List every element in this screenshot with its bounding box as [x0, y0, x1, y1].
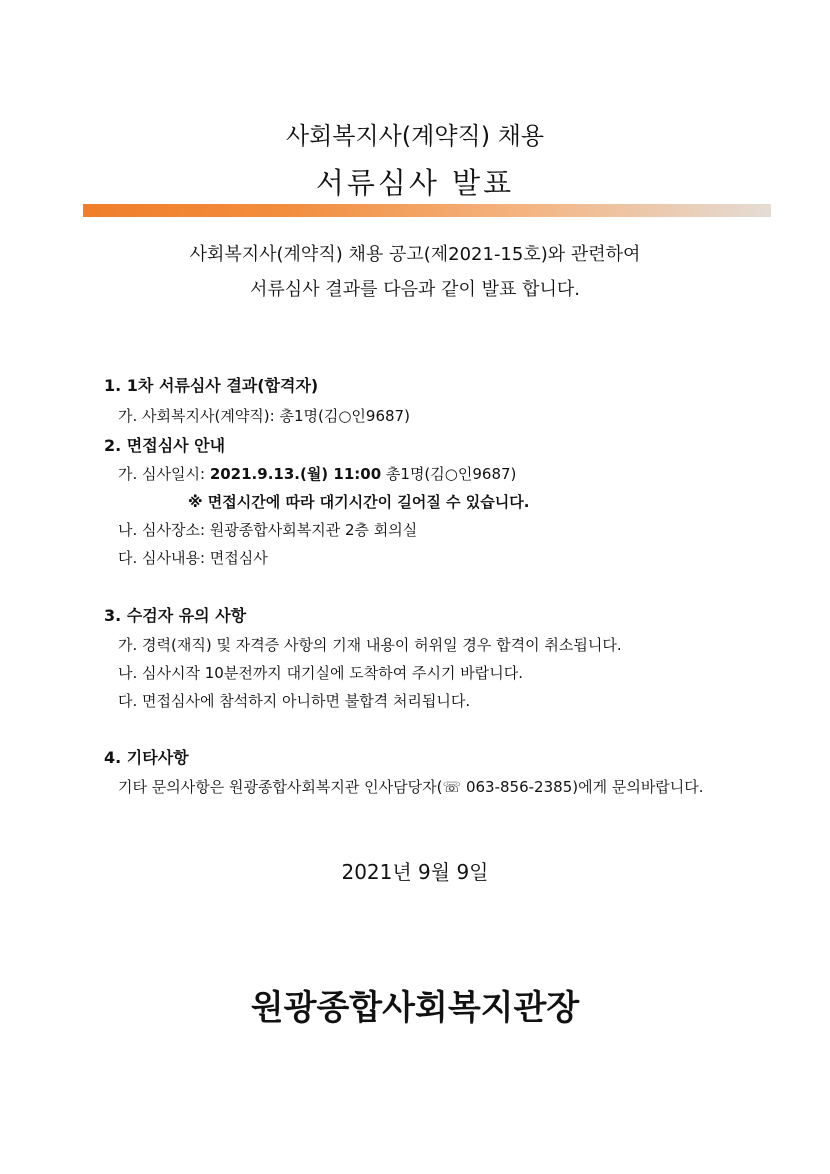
schedule-datetime: 2021.9.13.(월) 11:00	[209, 465, 382, 483]
waiting-time-note: ※ 면접시간에 따라 대기시간이 길어질 수 있습니다.	[188, 493, 530, 511]
organization-name: 원광종합사회복지관장	[250, 988, 580, 1028]
schedule-label: 가. 심사일시:	[118, 465, 210, 483]
title-line-1: 사회복지사(계약직) 채용	[285, 122, 545, 150]
section-4-text: 기타 문의사항은 원광종합사회복지관 인사담당자(☏ 063-856-2385)에게 문의바랍니다.	[118, 778, 704, 796]
section-2-item-na: 나. 심사장소: 원광종합사회복지관 2층 회의실	[118, 521, 418, 539]
section-4-heading: 4. 기타사항	[104, 748, 189, 767]
section-3-item-na: 나. 심사시작 10분전까지 대기실에 도착하여 주시기 바랍니다.	[118, 664, 523, 682]
announcement-date: 2021년 9월 9일	[341, 860, 489, 884]
title-line-2: 서류심사 발표	[315, 166, 515, 200]
section-3-item-ga: 가. 경력(재직) 및 자격증 사항의 기재 내용이 허위일 경우 합격이 취소됩니다.	[118, 636, 622, 654]
intro-line-1: 사회복지사(계약직) 채용 공고(제2021-15호)와 관련하여	[189, 244, 641, 265]
section-3-heading: 3. 수검자 유의 사항	[104, 606, 247, 625]
intro-line-2: 서류심사 결과를 다음과 같이 발표 합니다.	[250, 279, 580, 300]
section-1-item-ga: 가. 사회복지사(계약직): 총1명(김○인9687)	[118, 407, 410, 425]
title-underline-bar	[83, 204, 771, 217]
section-2-item-ga	[118, 463, 516, 484]
section-2-item-da: 다. 심사내용: 면접심사	[118, 549, 268, 567]
section-1-heading: 1. 1차 서류심사 결과(합격자)	[104, 376, 319, 395]
section-3-item-da: 다. 면접심사에 참석하지 아니하면 불합격 처리됩니다.	[118, 692, 471, 710]
section-2-heading: 2. 면접심사 안내	[104, 436, 226, 455]
schedule-count: 총1명(김○인9687)	[381, 465, 517, 483]
